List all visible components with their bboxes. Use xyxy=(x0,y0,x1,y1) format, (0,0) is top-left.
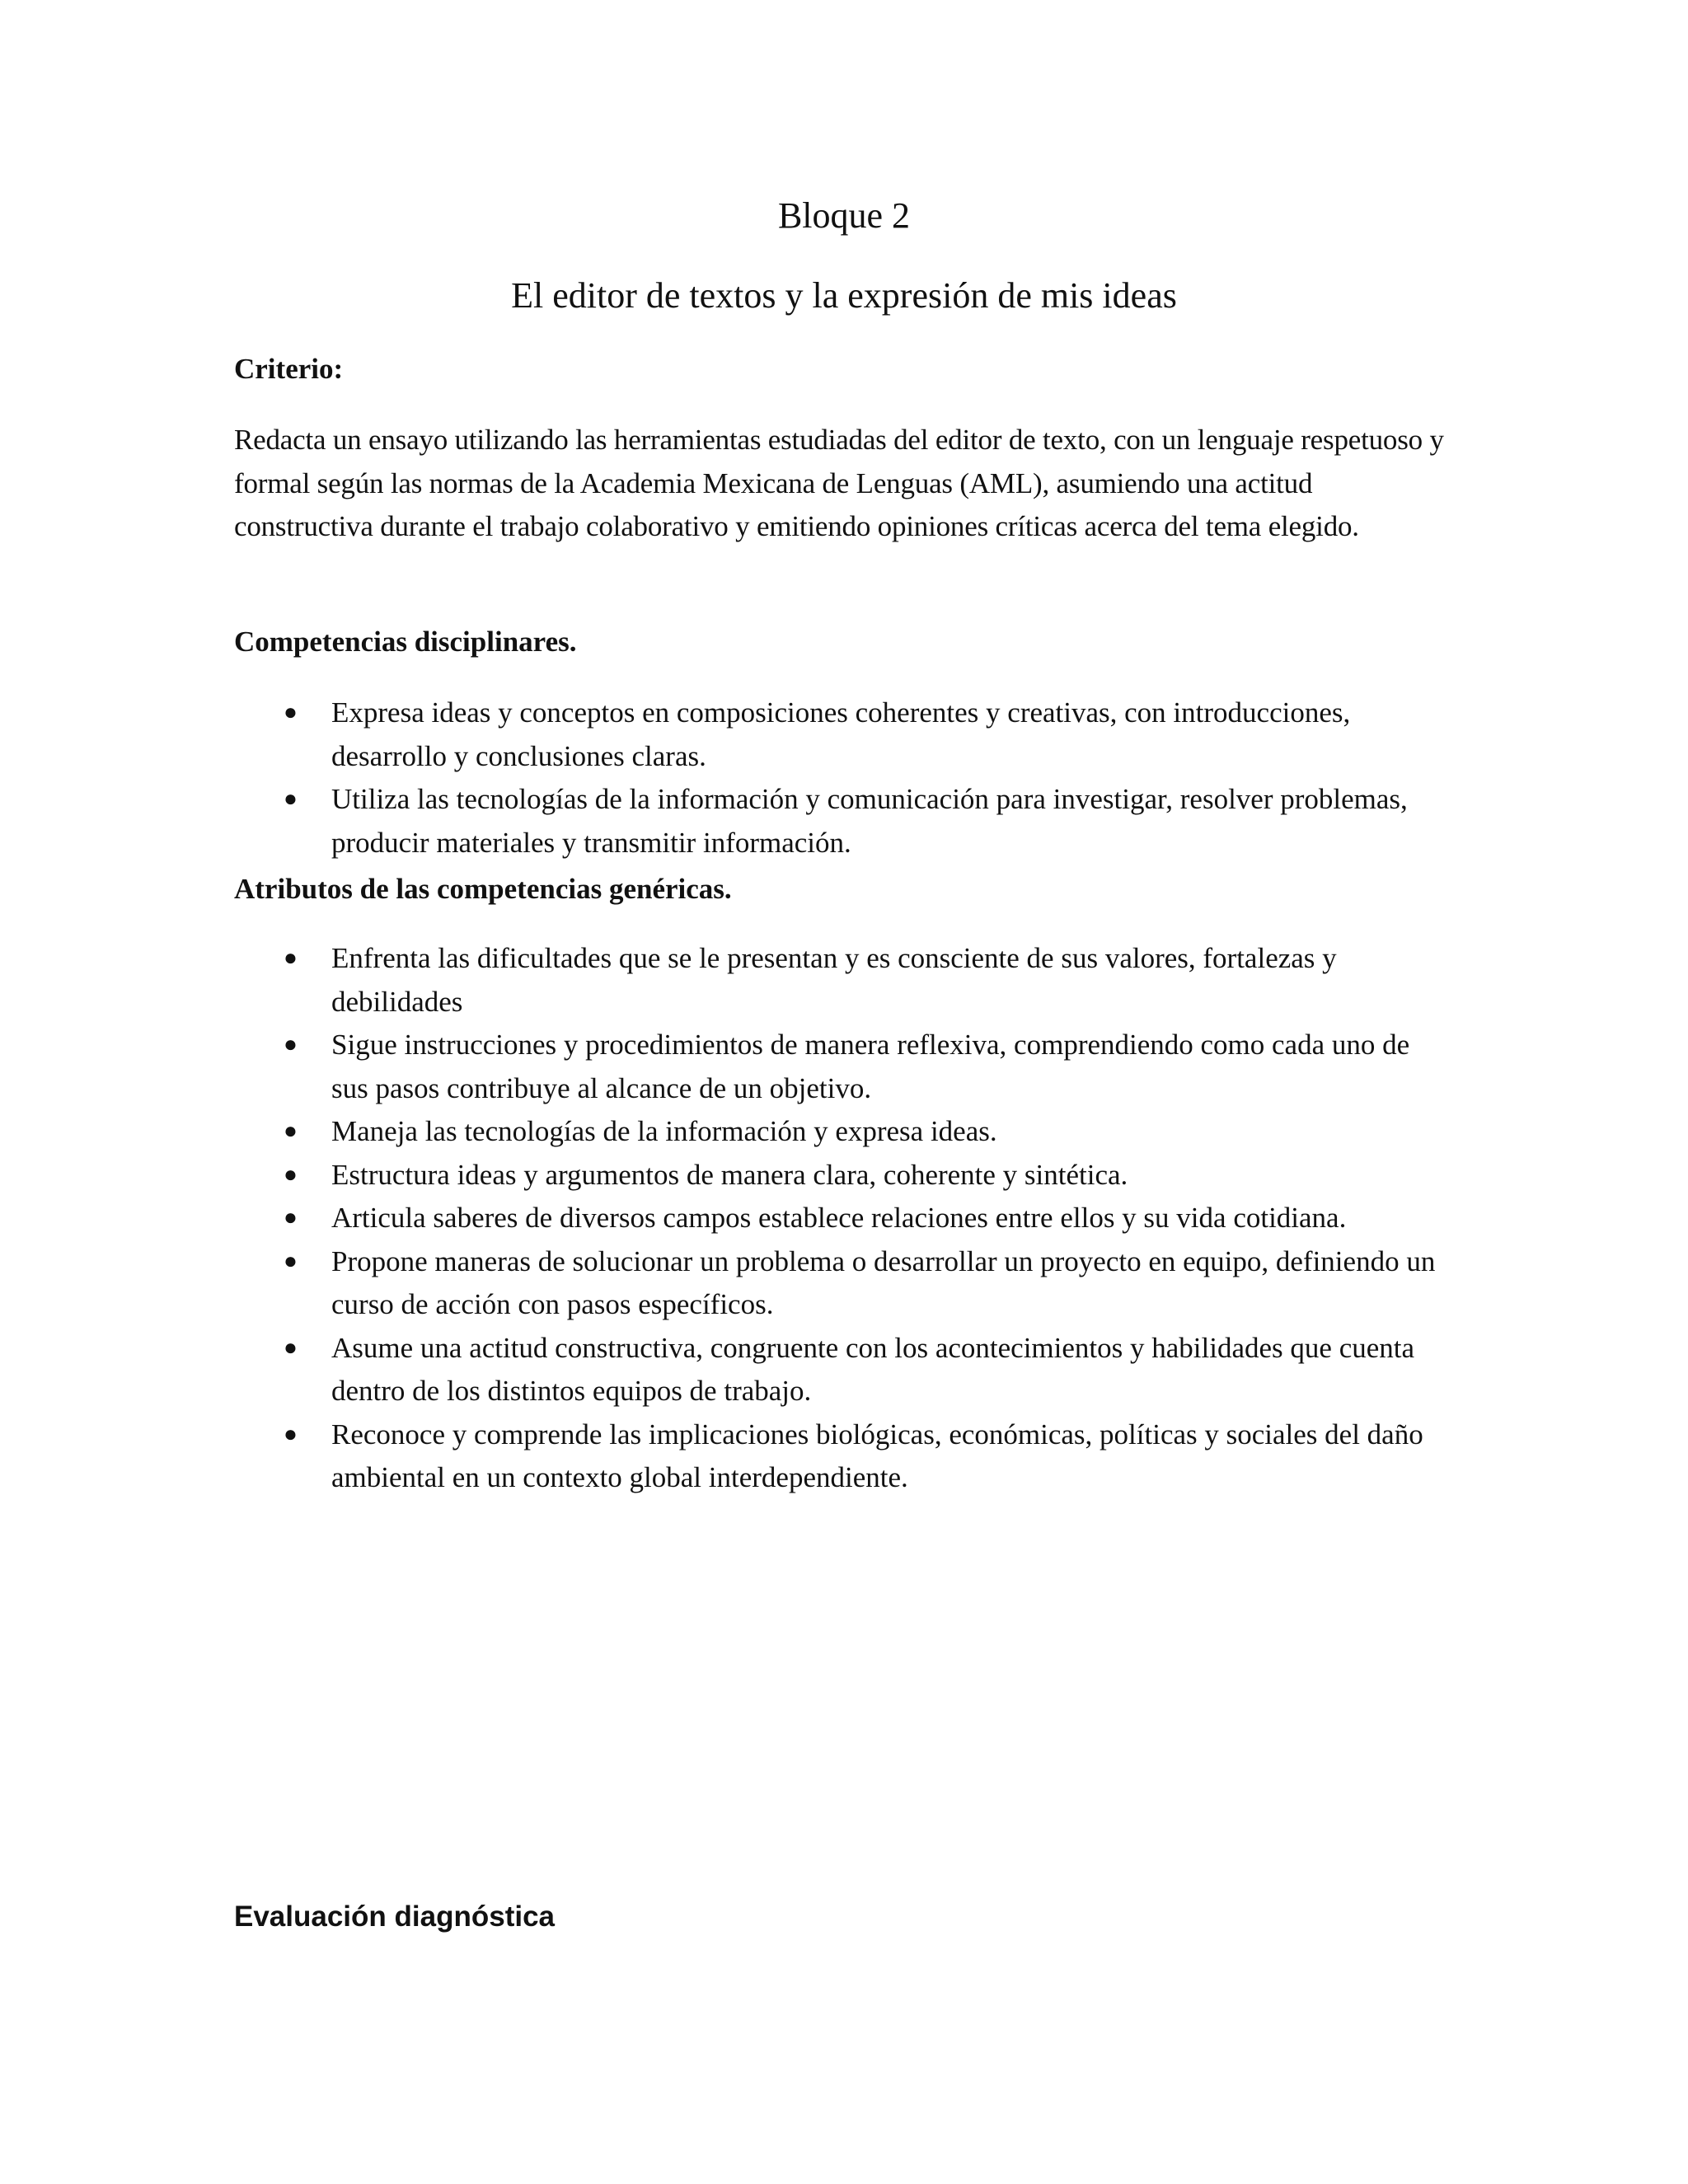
bullet-icon: ● xyxy=(284,1248,298,1274)
bullet-icon: ● xyxy=(284,1118,298,1144)
list-item xyxy=(234,1413,1446,1500)
competencias-heading: Competencias disciplinares. xyxy=(234,626,577,658)
bullet-icon: ● xyxy=(284,945,298,971)
document-subtitle: El editor de textos y la expresión de mis ideas xyxy=(511,275,1177,316)
bullet-icon: ● xyxy=(284,786,298,812)
list-item xyxy=(234,1154,1446,1197)
bullet-icon: ● xyxy=(284,1032,298,1057)
list-item xyxy=(234,691,1446,778)
competencias-list xyxy=(234,691,1446,865)
list-item xyxy=(234,1024,1446,1110)
list-item xyxy=(234,1240,1446,1327)
document-title: Bloque 2 xyxy=(777,195,911,236)
list-item xyxy=(234,1327,1446,1413)
atributo-text: Maneja las tecnologías de la información y expresa ideas. xyxy=(331,1115,997,1147)
atributo-text: Propone maneras de solucionar un problema o desarrollar un proyecto en equipo, definiendo un curso de acción con pasos específicos. xyxy=(331,1244,1436,1320)
atributos-list-block xyxy=(234,937,1446,1500)
competencia-text: Expresa ideas y conceptos en composiciones coherentes y creativas, con introducciones, desarrollo y conclusiones claras. xyxy=(331,696,1351,772)
list-item xyxy=(234,937,1446,1024)
criterio-paragraph: Redacta un ensayo utilizando las herramientas estudiadas del editor de texto, con un lenguaje respetuoso y formal según las normas de la Academia Mexicana de Lenguas (AML), asumiendo una actitud constructiva durante el trabajo colaborativo y emitiendo opiniones críticas acerca del tema elegido. xyxy=(234,424,1444,542)
atributo-text: Sigue instrucciones y procedimientos de manera reflexiva, comprendiendo como cada uno de sus pasos contribuye al alcance de un objetivo. xyxy=(331,1029,1410,1104)
atributos-section xyxy=(234,868,1446,912)
atributo-text: Enfrenta las dificultades que se le presentan y es consciente de sus valores, fortalezas y debilidades xyxy=(331,942,1337,1018)
bullet-icon: ● xyxy=(284,1205,298,1230)
list-item xyxy=(234,1110,1446,1154)
bullet-icon: ● xyxy=(284,1334,298,1361)
atributo-text: Reconoce y comprende las implicaciones biológicas, económicas, políticas y sociales del daño ambiental en un contexto global interdependiente. xyxy=(331,1418,1423,1493)
atributo-text: Asume una actitud constructiva, congruente con los acontecimientos y habilidades que cuenta dentro de los distintos equipos de trabajo. xyxy=(331,1331,1415,1407)
bullet-icon: ● xyxy=(284,1161,298,1188)
bullet-icon: ● xyxy=(284,700,298,725)
competencia-text: Utiliza las tecnologías de la información y comunicación para investigar, resolver problemas, producir materiales y transmitir información. xyxy=(331,783,1408,859)
atributos-list xyxy=(234,937,1446,1500)
list-item xyxy=(234,778,1446,865)
evaluacion-heading: Evaluación diagnóstica xyxy=(234,1900,555,1933)
criterio-section xyxy=(234,348,1446,391)
list-item xyxy=(234,1197,1446,1240)
competencias-section xyxy=(234,621,1446,664)
atributo-text: Articula saberes de diversos campos establece relaciones entre ellos y su vida cotidiana. xyxy=(331,1202,1347,1234)
criterio-paragraph-block xyxy=(234,419,1446,549)
criterio-heading: Criterio: xyxy=(234,353,344,385)
atributos-heading: Atributos de las competencias genéricas. xyxy=(234,873,732,905)
atributo-text: Estructura ideas y argumentos de manera clara, coherente y sintética. xyxy=(331,1158,1128,1191)
competencias-list-block xyxy=(234,691,1446,865)
bullet-icon: ● xyxy=(284,1421,298,1447)
